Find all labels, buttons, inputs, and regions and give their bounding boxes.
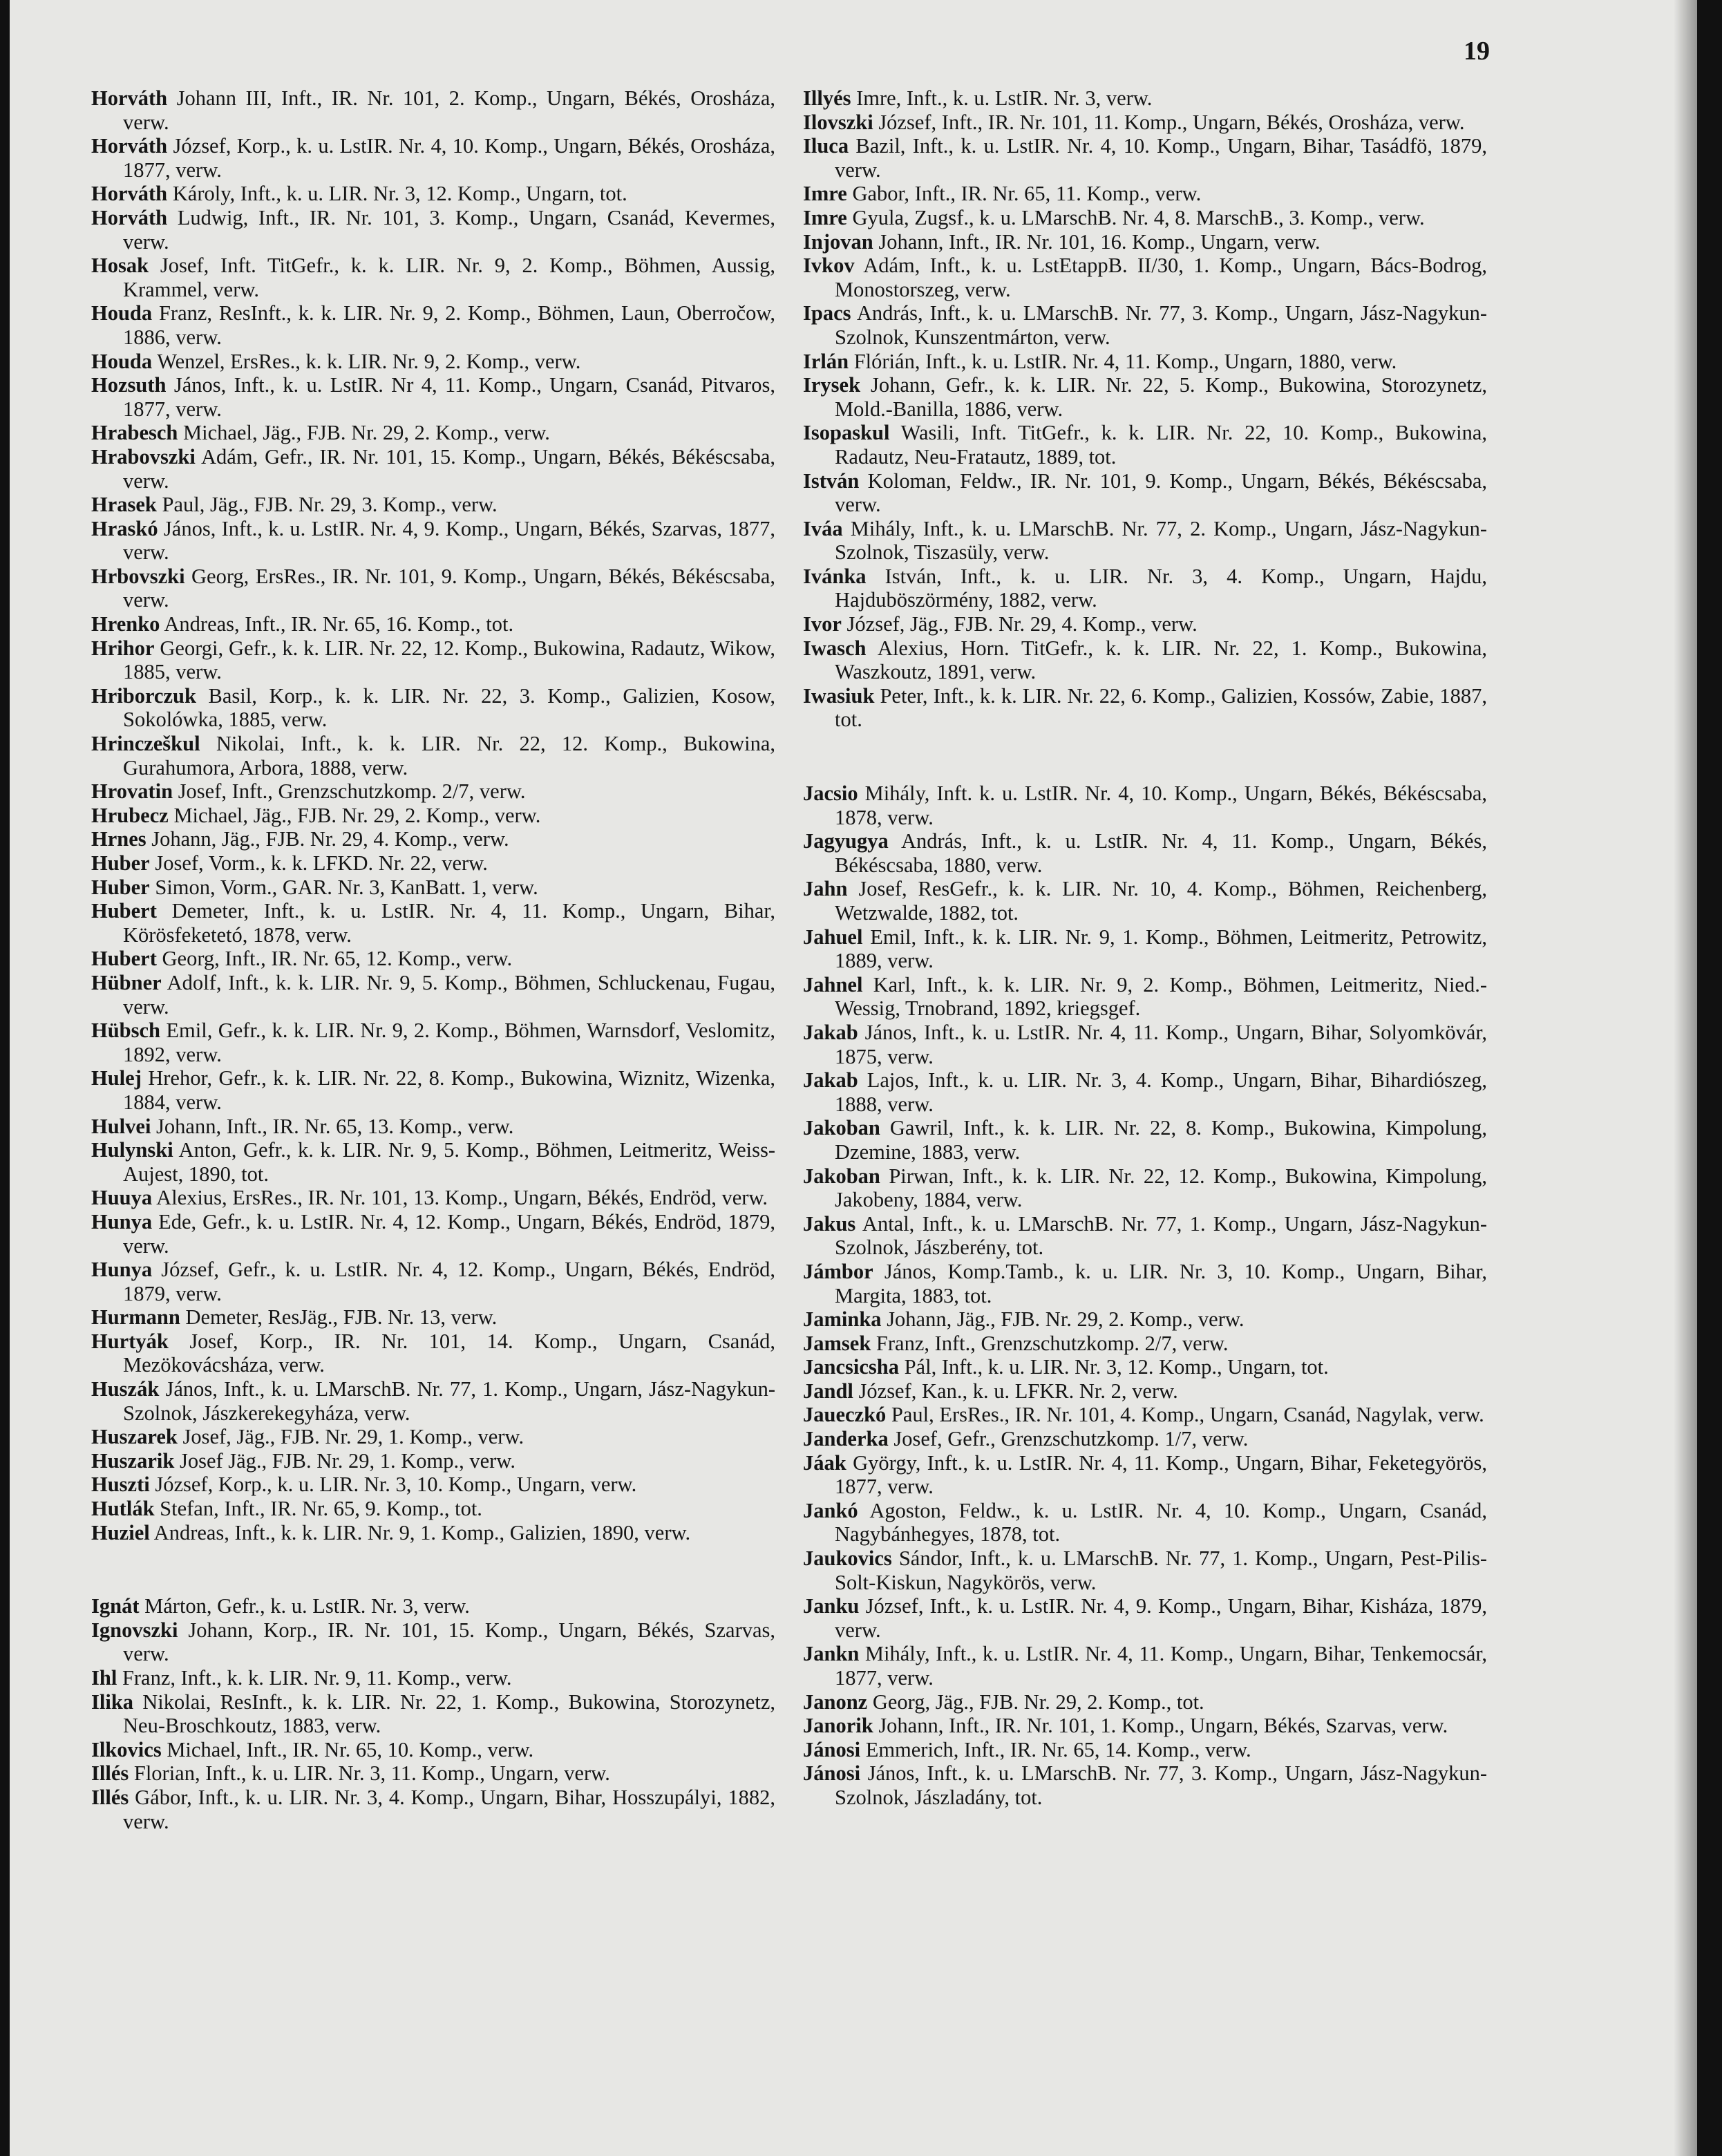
casualty-entry <box>91 565 775 612</box>
casualty-entry <box>91 779 775 804</box>
surname: Jakoban <box>803 1116 880 1140</box>
surname: Hurtyák <box>91 1329 169 1353</box>
surname: Jacsio <box>803 782 858 806</box>
entry-details: Demeter, ResJäg., FJB. Nr. 13, verw. <box>185 1305 498 1330</box>
casualty-entry <box>91 1138 775 1186</box>
casualty-entry <box>91 1210 775 1258</box>
casualty-entry <box>91 876 775 900</box>
document-page <box>10 0 1697 2156</box>
entry-details: Johann, Inft., IR. Nr. 101, 16. Komp., Ungarn, verw. <box>878 229 1321 254</box>
surname: Jandl <box>803 1379 853 1403</box>
entry-details: Simon, Vorm., GAR. Nr. 3, KanBatt. 1, verw. <box>155 875 538 899</box>
entry-details: Andreas, Inft., IR. Nr. 65, 16. Komp., tot. <box>164 612 514 636</box>
entry-details: Michael, Inft., IR. Nr. 65, 10. Komp., verw. <box>167 1737 534 1761</box>
casualty-entry <box>91 684 775 732</box>
surname: Ihl <box>91 1666 117 1690</box>
entry-details: Johann, Jäg., FJB. Nr. 29, 4. Komp., verw. <box>151 827 509 851</box>
surname: Hubert <box>91 947 157 971</box>
casualty-entry <box>803 684 1487 732</box>
casualty-entry <box>803 134 1487 182</box>
entry-details: Wasili, Inft. TitGefr., k. k. LIR. Nr. 22, 10. Komp., Bukowina, Radautz, Neu-Fratautz, 1889, tot. <box>835 421 1488 469</box>
casualty-entry <box>91 827 775 851</box>
entry-details: József, Jäg., FJB. Nr. 29, 4. Komp., verw. <box>846 612 1198 636</box>
surname: Hübner <box>91 970 162 994</box>
casualty-entry <box>803 1761 1487 1809</box>
entry-details: Johann, Korp., IR. Nr. 101, 15. Komp., Ungarn, Békés, Szarvas, verw. <box>123 1618 776 1666</box>
entry-details: Karl, Inft., k. k. LIR. Nr. 9, 2. Komp., Böhmen, Leitmeritz, Nied.-Wessig, Trnobrand, 1892, kriegsgef. <box>835 972 1487 1021</box>
surname: Jaukovics <box>803 1547 892 1571</box>
casualty-entry <box>803 1332 1487 1356</box>
surname: Jaminka <box>803 1307 882 1332</box>
casualty-entry <box>91 1449 775 1473</box>
surname: Injovan <box>803 229 873 254</box>
casualty-entry <box>91 899 775 947</box>
casualty-entry <box>91 1258 775 1305</box>
surname: Isopaskul <box>803 421 890 445</box>
casualty-entry <box>803 1451 1487 1499</box>
surname: Ivánka <box>803 564 867 588</box>
entry-details: András, Inft., k. u. LMarschB. Nr. 77, 3. Komp., Ungarn, Jász-Nagykun-Szolnok, Kunszentmárton, verw. <box>835 301 1487 349</box>
casualty-entry <box>803 1260 1487 1307</box>
entry-details: Imre, Inft., k. u. LstIR. Nr. 3, verw. <box>856 86 1153 110</box>
entry-details: József, Inft., IR. Nr. 101, 11. Komp., Ungarn, Békés, Orosháza, verw. <box>878 110 1465 134</box>
surname: Hulej <box>91 1066 142 1090</box>
surname: Huszarek <box>91 1425 178 1449</box>
entry-details: Michael, Jäg., FJB. Nr. 29, 2. Komp., verw. <box>173 803 541 827</box>
surname: Hrubecz <box>91 803 169 827</box>
entry-details: Franz, Inft., k. k. LIR. Nr. 9, 11. Komp., verw. <box>122 1666 512 1690</box>
casualty-entry <box>803 1307 1487 1332</box>
casualty-entry <box>803 1164 1487 1212</box>
entry-details: Mihály, Inft., k. u. LstIR. Nr. 4, 11. Komp., Ungarn, Bihar, Tenkemocsár, 1877, verw. <box>835 1642 1487 1690</box>
surname: Imre <box>803 205 847 229</box>
surname: Hunya <box>91 1209 153 1233</box>
casualty-entry <box>91 1786 775 1833</box>
surname: Ivkov <box>803 254 855 278</box>
entry-details: Agoston, Feldw., k. u. LstIR. Nr. 4, 10. Komp., Ungarn, Csanád, Nagybánhegyes, 1878, tot. <box>835 1498 1487 1547</box>
entry-details: Pirwan, Inft., k. k. LIR. Nr. 22, 12. Komp., Bukowina, Kimpolung, Jakobeny, 1884, verw. <box>835 1164 1488 1212</box>
casualty-entry <box>91 182 775 206</box>
casualty-entry <box>803 1068 1487 1116</box>
column-right <box>803 86 1487 1810</box>
surname: Hrbovszki <box>91 564 185 588</box>
surname: Ivor <box>803 612 842 636</box>
surname: Jahuel <box>803 925 863 949</box>
casualty-entry <box>803 565 1487 612</box>
casualty-entry <box>803 1738 1487 1762</box>
entry-details: János, Inft., k. u. LMarschB. Nr. 77, 1. Komp., Ungarn, Jász-Nagykun-Szolnok, Jászkerekegyháza, verw. <box>123 1377 775 1425</box>
casualty-entry <box>803 782 1487 829</box>
casualty-entry <box>91 1019 775 1066</box>
casualty-entry <box>803 1594 1487 1642</box>
entry-details: Nikolai, ResInft., k. k. LIR. Nr. 22, 1. Komp., Bukowina, Storozynetz, Neu-Broschkoutz, 1883, verw. <box>123 1690 775 1738</box>
entry-details: Wenzel, ErsRes., k. k. LIR. Nr. 9, 2. Komp., verw. <box>157 349 581 373</box>
entry-details: Basil, Korp., k. k. LIR. Nr. 22, 3. Komp., Galizien, Kosow, Sokolówka, 1885, verw. <box>123 683 775 732</box>
surname: Jahnel <box>803 972 863 996</box>
entry-details: Márton, Gefr., k. u. LstIR. Nr. 3, verw. <box>144 1594 470 1618</box>
surname: Illés <box>91 1785 129 1809</box>
casualty-entry <box>803 636 1487 684</box>
casualty-entry <box>91 350 775 374</box>
entry-details: Josef, Gefr., Grenzschutzkomp. 1/7, verw. <box>893 1427 1249 1451</box>
surname: Jánosi <box>803 1761 861 1786</box>
casualty-entry <box>91 1473 775 1497</box>
surname: István <box>803 469 860 493</box>
surname: Jakus <box>803 1211 856 1236</box>
surname: Iwasch <box>803 636 867 660</box>
casualty-entry <box>803 1642 1487 1690</box>
surname: Hrasek <box>91 493 157 517</box>
entry-details: Michael, Jäg., FJB. Nr. 29, 2. Komp., verw. <box>183 421 550 445</box>
casualty-entry <box>91 1690 775 1738</box>
casualty-entry <box>803 1499 1487 1547</box>
surname: Horváth <box>91 205 168 229</box>
casualty-entry <box>91 206 775 254</box>
entry-details: Emmerich, Inft., IR. Nr. 65, 14. Komp., verw. <box>865 1737 1251 1761</box>
surname: Hulynski <box>91 1138 173 1162</box>
entry-details: Georgi, Gefr., k. k. LIR. Nr. 22, 12. Komp., Bukowina, Radautz, Wikow, 1885, verw. <box>123 636 775 684</box>
surname: Jáak <box>803 1450 846 1475</box>
surname: Jahn <box>803 877 848 901</box>
casualty-entry <box>803 1212 1487 1260</box>
casualty-entry <box>803 206 1487 230</box>
surname: Jakab <box>803 1020 858 1044</box>
surname: Ipacs <box>803 301 851 325</box>
entry-details: Ede, Gefr., k. u. LstIR. Nr. 4, 12. Komp., Ungarn, Békés, Endröd, 1879, verw. <box>123 1209 775 1258</box>
casualty-entry <box>91 971 775 1019</box>
page-edge-shadow <box>1674 0 1697 2156</box>
entry-details: Nikolai, Inft., k. k. LIR. Nr. 22, 12. Komp., Bukowina, Gurahumora, Arbora, 1888, verw. <box>123 732 775 779</box>
page-number: 19 <box>1464 37 1490 66</box>
surname: Huber <box>91 875 150 899</box>
entry-details: József, Inft., k. u. LstIR. Nr. 4, 9. Komp., Ungarn, Bihar, Kisháza, 1879, verw. <box>835 1594 1487 1642</box>
casualty-entry <box>91 373 775 421</box>
entry-details: Johann, Inft., IR. Nr. 65, 13. Komp., verw. <box>156 1114 514 1138</box>
entry-details: István, Inft., k. u. LIR. Nr. 3, 4. Komp., Ungarn, Hajdu, Hajduböszörmény, 1882, verw. <box>835 564 1487 612</box>
casualty-entry <box>803 182 1487 206</box>
surname: Ilika <box>91 1690 134 1714</box>
casualty-entry <box>91 732 775 779</box>
casualty-entry <box>91 1305 775 1330</box>
entry-details: Gábor, Inft., k. u. LIR. Nr. 3, 4. Komp., Ungarn, Bihar, Hosszupályi, 1882, verw. <box>123 1785 776 1833</box>
entry-details: Peter, Inft., k. k. LIR. Nr. 22, 6. Komp., Galizien, Kossów, Zabie, 1887, tot. <box>835 683 1487 732</box>
surname: Hübsch <box>91 1019 161 1043</box>
entry-details: Anton, Gefr., k. k. LIR. Nr. 9, 5. Komp., Böhmen, Leitmeritz, Weiss-Aujest, 1890, tot. <box>123 1138 775 1186</box>
entry-details: János, Inft., k. u. LstIR. Nr. 4, 11. Komp., Ungarn, Bihar, Solyomkövár, 1875, verw. <box>835 1020 1487 1068</box>
casualty-entry <box>803 1379 1487 1403</box>
entry-details: Paul, ErsRes., IR. Nr. 101, 4. Komp., Ungarn, Csanád, Nagylak, verw. <box>891 1403 1484 1427</box>
surname: Janonz <box>803 1690 868 1714</box>
casualty-entry <box>803 829 1487 877</box>
entry-details: András, Inft., k. u. LstIR. Nr. 4, 11. Komp., Ungarn, Békés, Békéscsaba, 1880, verw. <box>835 829 1487 877</box>
entry-details: Gabor, Inft., IR. Nr. 65, 11. Komp., verw. <box>852 182 1202 206</box>
surname: Hubert <box>91 899 157 923</box>
surname: Hrenko <box>91 612 160 636</box>
surname: Irysek <box>803 373 861 397</box>
surname: Ilkovics <box>91 1737 162 1761</box>
entry-details: János, Komp.Tamb., k. u. LIR. Nr. 3, 10. Komp., Ungarn, Bihar, Margita, 1883, tot. <box>835 1259 1487 1307</box>
casualty-entry <box>91 421 775 445</box>
surname: Iwasiuk <box>803 683 875 708</box>
surname: Iváa <box>803 516 843 540</box>
entry-details: Ludwig, Inft., IR. Nr. 101, 3. Komp., Ungarn, Csanád, Kevermes, verw. <box>123 205 775 254</box>
casualty-entry <box>803 469 1487 517</box>
surname: Ilovszki <box>803 110 873 134</box>
casualty-entry <box>91 851 775 876</box>
surname: Houda <box>91 301 153 325</box>
entry-details: Josef, ResGefr., k. k. LIR. Nr. 10, 4. Komp., Böhmen, Reichenberg, Wetzwalde, 1882, tot. <box>835 877 1488 925</box>
entry-details: Paul, Jäg., FJB. Nr. 29, 3. Komp., verw. <box>162 493 498 517</box>
entry-details: Demeter, Inft., k. u. LstIR. Nr. 4, 11. Komp., Ungarn, Bihar, Körösfeketetó, 1878, verw. <box>123 899 775 947</box>
entry-details: Flórián, Inft., k. u. LstIR. Nr. 4, 11. Komp., Ungarn, 1880, verw. <box>853 349 1397 373</box>
surname: Huziel <box>91 1520 150 1544</box>
casualty-entry <box>91 1377 775 1425</box>
surname: Hriborczuk <box>91 683 196 708</box>
entry-details: Alexius, ErsRes., IR. Nr. 101, 13. Komp., Ungarn, Békés, Endröd, verw. <box>156 1186 768 1210</box>
casualty-entry <box>91 1738 775 1762</box>
entry-details: Johann, Inft., IR. Nr. 101, 1. Komp., Ungarn, Békés, Szarvas, verw. <box>878 1714 1448 1738</box>
surname: Hrnes <box>91 827 146 851</box>
entry-details: János, Inft., k. u. LstIR. Nr. 4, 9. Komp., Ungarn, Békés, Szarvas, 1877, verw. <box>123 516 776 565</box>
casualty-entry <box>803 1116 1487 1164</box>
entry-details: Bazil, Inft., k. u. LstIR. Nr. 4, 10. Komp., Ungarn, Bihar, Tasádfö, 1879, verw. <box>835 134 1487 182</box>
casualty-entry <box>91 134 775 182</box>
surname: Iluca <box>803 134 849 158</box>
entry-details: Georg, ErsRes., IR. Nr. 101, 9. Komp., Ungarn, Békés, Békéscsaba, verw. <box>123 564 775 612</box>
entry-details: Károly, Inft., k. u. LIR. Nr. 3, 12. Komp., Ungarn, tot. <box>172 182 627 206</box>
surname: Janderka <box>803 1427 889 1451</box>
surname: Hunya <box>91 1258 153 1282</box>
entry-details: Emil, Gefr., k. k. LIR. Nr. 9, 2. Komp., Böhmen, Warnsdorf, Veslomitz, 1892, verw. <box>123 1019 775 1066</box>
entry-details: Josef Jäg., FJB. Nr. 29, 1. Komp., verw. <box>179 1448 515 1473</box>
entry-details: Josef, Inft., Grenzschutzkomp. 2/7, verw. <box>178 779 526 804</box>
entry-details: Koloman, Feldw., IR. Nr. 101, 9. Komp., Ungarn, Békés, Békéscsaba, verw. <box>835 469 1488 517</box>
entry-details: József, Korp., k. u. LIR. Nr. 3, 10. Komp., Ungarn, verw. <box>155 1473 637 1497</box>
entry-details: József, Korp., k. u. LstIR. Nr. 4, 10. Komp., Ungarn, Békés, Orosháza, 1877, verw. <box>123 134 775 182</box>
casualty-entry <box>91 86 775 134</box>
surname: Imre <box>803 182 847 206</box>
surname: Hrihor <box>91 636 155 660</box>
entry-details: Emil, Inft., k. k. LIR. Nr. 9, 1. Komp., Böhmen, Leitmeritz, Petrowitz, 1889, verw. <box>835 925 1487 973</box>
surname: Hrabesch <box>91 421 178 445</box>
surname: Illés <box>91 1761 129 1786</box>
casualty-entry <box>803 877 1487 925</box>
casualty-entry <box>803 1547 1487 1594</box>
surname: Hrovatin <box>91 779 173 804</box>
surname: Irlán <box>803 349 849 373</box>
surname: Jankó <box>803 1498 858 1522</box>
casualty-entry <box>91 1330 775 1377</box>
casualty-entry <box>803 1427 1487 1451</box>
surname: Huszák <box>91 1377 160 1401</box>
casualty-entry <box>91 493 775 517</box>
surname: Jancsicsha <box>803 1355 899 1379</box>
surname: Hrinczeškul <box>91 732 200 756</box>
alphabet-section-gap <box>803 732 1487 782</box>
surname: Huuya <box>91 1186 153 1210</box>
alphabet-section-gap <box>91 1544 775 1594</box>
surname: Jámbor <box>803 1259 873 1283</box>
entry-details: József, Gefr., k. u. LstIR. Nr. 4, 12. Komp., Ungarn, Békés, Endröd, 1879, verw. <box>123 1258 776 1305</box>
entry-details: Josef, Korp., IR. Nr. 101, 14. Komp., Ungarn, Csanád, Mezökovácsháza, verw. <box>123 1329 776 1377</box>
casualty-entry <box>91 301 775 349</box>
casualty-entry <box>91 636 775 684</box>
surname: Huszti <box>91 1473 150 1497</box>
surname: Houda <box>91 349 153 373</box>
entry-details: Andreas, Inft., k. k. LIR. Nr. 9, 1. Komp., Galizien, 1890, verw. <box>153 1520 691 1544</box>
surname: Jakab <box>803 1068 858 1093</box>
casualty-entry <box>803 1021 1487 1068</box>
entry-details: Mihály, Inft. k. u. LstIR. Nr. 4, 10. Komp., Ungarn, Békés, Békéscsaba, 1878, verw. <box>835 782 1487 829</box>
casualty-entry <box>91 1115 775 1139</box>
surname: Jankn <box>803 1642 860 1666</box>
casualty-entry <box>803 111 1487 135</box>
casualty-entry <box>803 350 1487 374</box>
entry-details: Josef, Vorm., k. k. LFKD. Nr. 22, verw. <box>155 851 488 875</box>
casualty-entry <box>91 1761 775 1786</box>
surname: Huber <box>91 851 150 875</box>
entry-details: Gawril, Inft., k. k. LIR. Nr. 22, 8. Komp., Bukowina, Kimpolung, Dzemine, 1883, verw. <box>835 1116 1487 1164</box>
casualty-entry <box>803 301 1487 349</box>
entry-details: Josef, Inft. TitGefr., k. k. LIR. Nr. 9, 2. Komp., Böhmen, Aussig, Krammel, verw. <box>123 254 775 301</box>
casualty-entry <box>803 1403 1487 1427</box>
entry-details: József, Kan., k. u. LFKR. Nr. 2, verw. <box>858 1379 1178 1403</box>
casualty-entry <box>91 254 775 301</box>
casualty-entry <box>803 373 1487 421</box>
entry-details: Hrehor, Gefr., k. k. LIR. Nr. 22, 8. Komp., Bukowina, Wiznitz, Wizenka, 1884, verw. <box>123 1066 776 1114</box>
surname: Hutlák <box>91 1497 155 1521</box>
surname: Hurmann <box>91 1305 180 1330</box>
casualty-entry <box>91 947 775 971</box>
entry-details: János, Inft., k. u. LstIR. Nr 4, 11. Komp., Ungarn, Csanád, Pitvaros, 1877, verw. <box>123 373 776 421</box>
casualty-entry <box>91 1666 775 1690</box>
surname: Hozsuth <box>91 373 167 397</box>
casualty-entry <box>91 1497 775 1521</box>
entry-details: Johann III, Inft., IR. Nr. 101, 2. Komp., Ungarn, Békés, Orosháza, verw. <box>123 86 776 134</box>
casualty-entry <box>91 1618 775 1666</box>
surname: Ignát <box>91 1594 140 1618</box>
casualty-entry <box>803 230 1487 254</box>
casualty-entry <box>91 612 775 636</box>
surname: Jakoban <box>803 1164 880 1188</box>
casualty-entry <box>91 1066 775 1114</box>
surname: Janorik <box>803 1714 873 1738</box>
casualty-entry <box>803 1690 1487 1714</box>
surname: Hraskó <box>91 516 158 540</box>
column-left <box>91 86 775 1833</box>
entry-details: Franz, ResInft., k. k. LIR. Nr. 9, 2. Komp., Böhmen, Laun, Oberročow, 1886, verw. <box>123 301 775 349</box>
casualty-entry <box>91 1186 775 1210</box>
entry-details: Antal, Inft., k. u. LMarschB. Nr. 77, 1. Komp., Ungarn, Jász-Nagykun-Szolnok, Jászberény, tot. <box>835 1211 1488 1260</box>
surname: Hulvei <box>91 1114 151 1138</box>
entry-details: Pál, Inft., k. u. LIR. Nr. 3, 12. Komp., Ungarn, tot. <box>904 1355 1329 1379</box>
casualty-entry <box>803 925 1487 973</box>
surname: Janku <box>803 1594 860 1618</box>
surname: Hosak <box>91 254 149 278</box>
casualty-entry <box>803 973 1487 1021</box>
casualty-entry <box>803 254 1487 301</box>
casualty-entry <box>91 1521 775 1545</box>
surname: Hrabovszki <box>91 444 196 469</box>
surname: Jagyugya <box>803 829 889 853</box>
casualty-entry <box>91 517 775 565</box>
entry-details: Alexius, Horn. TitGefr., k. k. LIR. Nr. 22, 1. Komp., Bukowina, Waszkoutz, 1891, verw. <box>835 636 1487 684</box>
entry-details: Georg, Inft., IR. Nr. 65, 12. Komp., verw. <box>162 947 513 971</box>
surname: Jamsek <box>803 1331 871 1355</box>
entry-details: Florian, Inft., k. u. LIR. Nr. 3, 11. Komp., Ungarn, verw. <box>133 1761 610 1786</box>
entry-details: Gyula, Zugsf., k. u. LMarschB. Nr. 4, 8. MarschB., 3. Komp., verw. <box>852 205 1425 229</box>
entry-details: Franz, Inft., Grenzschutzkomp. 2/7, verw. <box>876 1331 1229 1355</box>
casualty-entry <box>803 612 1487 636</box>
entry-details: Georg, Jäg., FJB. Nr. 29, 2. Komp., tot. <box>872 1690 1204 1714</box>
entry-details: Adolf, Inft., k. k. LIR. Nr. 9, 5. Komp., Böhmen, Schluckenau, Fugau, verw. <box>123 970 775 1019</box>
casualty-entry <box>803 1714 1487 1738</box>
entry-details: György, Inft., k. u. LstIR. Nr. 4, 11. Komp., Ungarn, Bihar, Feketegyörös, 1877, verw. <box>835 1450 1488 1499</box>
entry-details: Stefan, Inft., IR. Nr. 65, 9. Komp., tot. <box>160 1497 482 1521</box>
casualty-entry <box>803 86 1487 111</box>
surname: Illyés <box>803 86 851 110</box>
surname: Ignovszki <box>91 1618 178 1642</box>
entry-details: Adám, Inft., k. u. LstEtappB. II/30, 1. Komp., Ungarn, Bács-Bodrog, Monostorszeg, verw. <box>835 254 1487 301</box>
entry-details: Mihály, Inft., k. u. LMarschB. Nr. 77, 2. Komp., Ungarn, Jász-Nagykun-Szolnok, Tiszasüly, verw. <box>835 516 1487 565</box>
surname: Horváth <box>91 134 168 158</box>
casualty-entry <box>91 804 775 828</box>
casualty-entry <box>803 517 1487 565</box>
entry-details: Josef, Jäg., FJB. Nr. 29, 1. Komp., verw. <box>182 1425 524 1449</box>
surname: Horváth <box>91 86 168 110</box>
surname: Huszarik <box>91 1448 175 1473</box>
entry-details: Johann, Gefr., k. k. LIR. Nr. 22, 5. Komp., Bukowina, Storozynetz, Mold.-Banilla, 1886, verw. <box>835 373 1488 421</box>
entry-details: Johann, Jäg., FJB. Nr. 29, 2. Komp., verw. <box>887 1307 1245 1332</box>
entry-details: Adám, Gefr., IR. Nr. 101, 15. Komp., Ungarn, Békés, Békéscsaba, verw. <box>123 444 775 493</box>
surname: Jánosi <box>803 1737 861 1761</box>
entry-details: János, Inft., k. u. LMarschB. Nr. 77, 3. Komp., Ungarn, Jász-Nagykun-Szolnok, Jászladány, tot. <box>835 1761 1488 1809</box>
entry-details: Sándor, Inft., k. u. LMarschB. Nr. 77, 1. Komp., Ungarn, Pest-Pilis-Solt-Kiskun, Nagykörös, verw. <box>835 1547 1487 1594</box>
casualty-entry <box>91 445 775 493</box>
casualty-entry <box>803 421 1487 469</box>
casualty-entry <box>91 1425 775 1449</box>
entry-details: Lajos, Inft., k. u. LIR. Nr. 3, 4. Komp., Ungarn, Bihar, Bihardiószeg, 1888, verw. <box>835 1068 1487 1116</box>
surname: Horváth <box>91 182 168 206</box>
casualty-entry <box>91 1594 775 1618</box>
casualty-entry <box>803 1355 1487 1379</box>
surname: Jaueczkó <box>803 1403 887 1427</box>
